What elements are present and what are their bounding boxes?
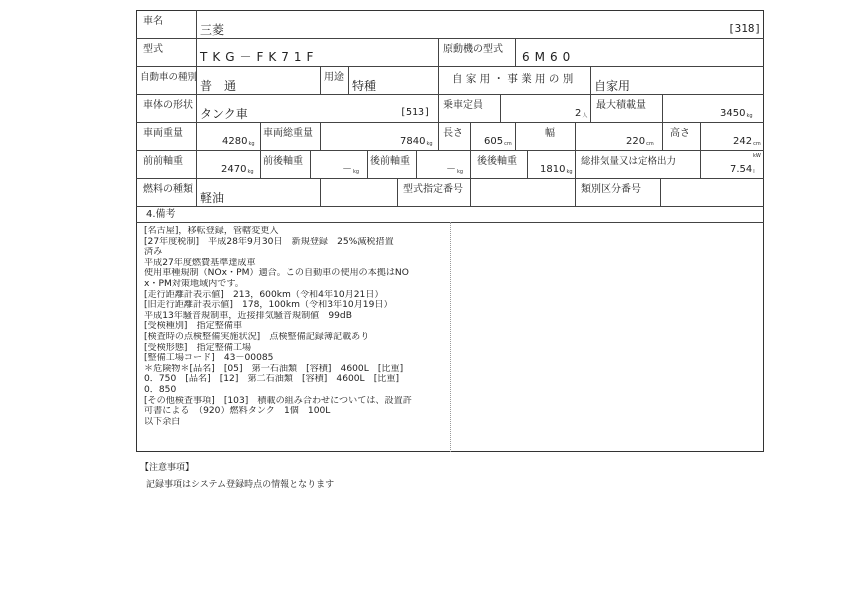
- cell-divider: [700, 122, 701, 150]
- engine-model-value: 6M60: [522, 50, 576, 64]
- label-rear-rear-axle: 後後軸重: [477, 156, 517, 167]
- front-rear-axle-value: －kg: [342, 164, 360, 175]
- remarks-line: 0．750 [品名] [12] 第二石油類 [容積] 4600L [比重]: [144, 374, 399, 385]
- cell-divider: [438, 94, 439, 122]
- remarks-line: 可書による （920）燃料タンク 1個 100L: [144, 406, 331, 417]
- label-capacity: 乗車定員: [443, 100, 483, 111]
- cell-divider: [575, 122, 576, 150]
- model-value: TKG－FK71F: [200, 50, 319, 64]
- use-value: 特種: [352, 79, 377, 93]
- remarks-line: 平成27年度燃費基準達成車: [144, 257, 256, 268]
- cell-divider: [470, 122, 471, 150]
- remarks-line: [検査時の点検整備実施状況] 点検整備記録簿記載あり: [144, 331, 370, 342]
- cell-divider: [367, 150, 368, 178]
- remarks-line: ＊危険物＊[品名] [05] 第一石油類 [容積] 4600L [比重]: [144, 363, 404, 374]
- remarks-line: 0．850: [144, 384, 177, 395]
- label-max-load: 最大積載量: [596, 100, 646, 111]
- body-shape-code: [513]: [400, 107, 431, 118]
- cell-divider: [470, 150, 471, 178]
- cell-divider: [662, 94, 663, 122]
- remarks-line: [受検形態] 指定整備工場: [144, 342, 252, 353]
- cell-divider: [196, 94, 197, 122]
- remarks-line: 済み: [144, 247, 163, 258]
- row-divider: [136, 94, 764, 95]
- cell-divider: [590, 66, 591, 94]
- remarks-line: x・PM対策地域内です。: [144, 278, 244, 289]
- notes-body: 記録事項はシステム登録時点の情報となります: [146, 480, 335, 490]
- cell-divider: [470, 178, 471, 206]
- width-value: 220cm: [626, 136, 654, 147]
- row-divider: [136, 122, 764, 123]
- row-divider: [136, 206, 764, 207]
- remarks-line: 平成13年騒音規制車，近接排気騒音規制値 99dB: [144, 310, 352, 321]
- cell-divider: [500, 94, 501, 122]
- remarks-line: 使用車種規制（NOx・PM）適合。この自動車の使用の本拠はNO: [144, 268, 409, 279]
- cell-divider: [515, 122, 516, 150]
- row-divider: [136, 38, 764, 39]
- car-name-code: [318]: [728, 22, 762, 35]
- rear-front-axle-value: －kg: [446, 164, 464, 175]
- label-rear-front-axle: 後前軸重: [370, 156, 410, 167]
- cell-divider: [438, 66, 439, 94]
- label-height: 高さ: [670, 128, 690, 139]
- remarks-line: [その他検査事項] [103] 積載の組み合わせについては、設置許: [144, 395, 412, 406]
- label-private-business: 自 家 用 ・ 事 業 用 の 別: [452, 73, 574, 85]
- body-shape-value: タンク車: [200, 107, 248, 121]
- cell-divider: [416, 150, 417, 178]
- cell-divider: [196, 178, 197, 206]
- cell-divider: [320, 122, 321, 150]
- remarks-line: 以下余白: [144, 416, 181, 427]
- cell-divider: [575, 178, 576, 206]
- fuel-type-value: 軽油: [200, 191, 225, 205]
- remarks-line: [27年度税制] 平成28年9月30日 新規登録 25%減税措置: [144, 236, 394, 247]
- remarks-line: [名古屋]，移転登録，管轄変更入: [144, 226, 279, 236]
- cell-divider: [260, 122, 261, 150]
- label-use: 用途: [324, 72, 344, 83]
- label-fuel-type: 燃料の種類: [143, 184, 193, 195]
- remarks-line: [走行距離計表示値] 213，600km（令和4年10月21日）: [144, 289, 384, 300]
- label-length: 長さ: [443, 128, 463, 139]
- cell-divider: [660, 178, 661, 206]
- cell-divider: [320, 178, 321, 206]
- label-car-name: 車名: [143, 16, 163, 27]
- label-body-shape: 車体の形状: [143, 100, 193, 111]
- cell-divider: [196, 38, 197, 66]
- cell-divider: [320, 66, 321, 94]
- displacement-unit-kw: kW: [753, 153, 761, 159]
- remarks-line: [整備工場コード] 43－00085: [144, 353, 274, 364]
- label-classification-no: 類別区分番号: [581, 184, 641, 195]
- cell-divider: [260, 150, 261, 178]
- row-divider: [136, 150, 764, 151]
- label-type-designation-no: 型式指定番号: [403, 184, 463, 195]
- cell-divider: [700, 150, 701, 178]
- label-vehicle-weight: 車両重量: [143, 128, 183, 139]
- cell-divider: [196, 122, 197, 150]
- cell-divider: [662, 122, 663, 150]
- cell-divider: [438, 122, 439, 150]
- label-model: 型式: [143, 44, 163, 55]
- label-vehicle-kind: 自動車の種別: [140, 72, 198, 83]
- row-divider: [136, 178, 764, 179]
- cell-divider: [527, 150, 528, 178]
- label-front-front-axle: 前前軸重: [143, 156, 183, 167]
- displacement-value: 7.54l: [730, 164, 755, 175]
- rear-rear-axle-value: 1810kg: [540, 164, 573, 175]
- remarks-line: [旧走行距離計表示値] 178，100km（令和3年10月19日）: [144, 300, 393, 311]
- cell-divider: [590, 94, 591, 122]
- max-load-value: 3450kg: [720, 108, 753, 119]
- remarks-line: [受検種別] 指定整備車: [144, 321, 243, 332]
- label-front-rear-axle: 前後軸重: [263, 156, 303, 167]
- front-front-axle-value: 2470kg: [221, 164, 254, 175]
- remarks-title: 4.備考: [146, 209, 176, 220]
- cell-divider: [515, 38, 516, 66]
- cell-divider: [348, 66, 349, 94]
- vehicle-kind-value: 普 通: [200, 79, 237, 93]
- row-divider: [136, 66, 764, 67]
- gross-weight-value: 7840kg: [400, 136, 433, 147]
- cell-divider: [438, 38, 439, 66]
- vehicle-weight-value: 4280kg: [222, 136, 255, 147]
- notes-title: 【注意事項】: [140, 463, 195, 473]
- label-width: 幅: [545, 128, 555, 139]
- capacity-value: 2人: [575, 108, 588, 119]
- cell-divider: [196, 10, 197, 38]
- label-engine-model: 原動機の型式: [443, 44, 503, 55]
- cell-divider: [397, 178, 398, 206]
- cell-divider: [196, 150, 197, 178]
- label-displacement: 総排気量又は定格出力: [581, 156, 677, 167]
- car-name-value: 三菱: [200, 23, 225, 37]
- cell-divider: [310, 150, 311, 178]
- cell-divider: [575, 150, 576, 178]
- label-gross-weight: 車両総重量: [263, 128, 313, 139]
- remarks-list: [144, 226, 456, 427]
- private-business-value: 自家用: [594, 79, 631, 93]
- length-value: 605cm: [484, 136, 512, 147]
- height-value: 242cm: [733, 136, 761, 147]
